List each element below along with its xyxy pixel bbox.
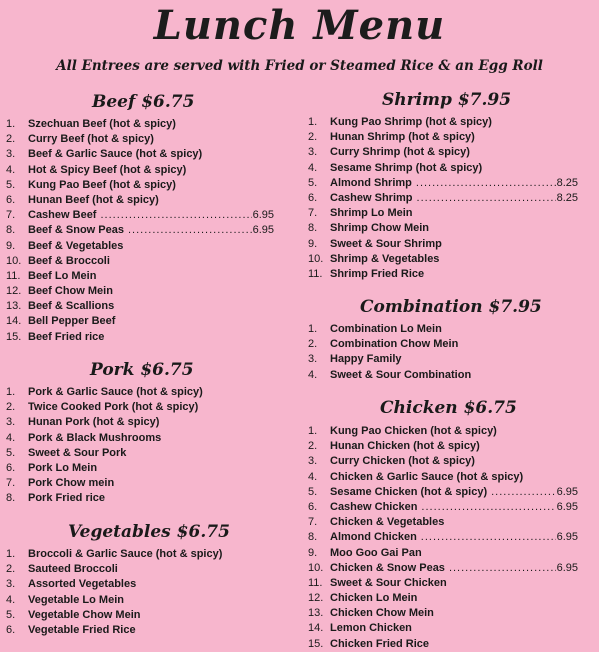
shrimp-section [308, 90, 578, 282]
item-price: 6.95 [556, 485, 578, 498]
item-number: 4. [308, 470, 318, 483]
item-name: Shrimp & Vegetables [330, 252, 440, 265]
item-number: 14. [6, 315, 22, 328]
menu-item [308, 337, 578, 352]
menu-item [6, 547, 274, 562]
item-number: 5. [6, 608, 16, 621]
menu-item [6, 132, 274, 147]
menu-item [308, 221, 578, 236]
menu-item [6, 193, 274, 208]
item-number: 8. [308, 222, 318, 235]
item-name: Pork & Black Mushrooms [28, 431, 162, 444]
menu-item [308, 115, 578, 130]
item-name: Twice Cooked Pork (hot & spicy) [28, 401, 199, 414]
dot-leader [421, 530, 556, 545]
item-name: Hunan Beef (hot & spicy) [28, 193, 159, 206]
item-number: 2. [308, 338, 318, 351]
item-name: Sauteed Broccoli [28, 563, 118, 576]
item-name: Vegetable Chow Mein [28, 608, 141, 621]
item-name: Happy Family [330, 353, 402, 366]
item-number: 11. [308, 576, 323, 589]
menu-item [6, 269, 274, 284]
menu-item [6, 415, 274, 430]
menu-title: Lunch Menu [153, 2, 446, 49]
section-heading: Pork $6.75 [90, 360, 194, 380]
item-number: 3. [308, 353, 318, 366]
item-name: Beef & Vegetables [28, 239, 124, 252]
item-name: Sesame Chicken (hot & spicy) [330, 485, 488, 498]
section-heading: Beef $6.75 [92, 92, 195, 112]
item-number: 10. [308, 561, 324, 574]
item-name: Assorted Vegetables [28, 578, 137, 591]
item-name: Pork Fried rice [28, 492, 106, 505]
item-name: Pork & Garlic Sauce (hot & spicy) [28, 386, 203, 398]
menu-item [6, 608, 274, 623]
menu-item [6, 208, 274, 223]
item-number: 8. [6, 224, 16, 237]
dot-leader [416, 176, 556, 191]
section-heading: Chicken $6.75 [380, 398, 517, 418]
item-name: Lemon Chicken [330, 622, 412, 635]
menu-item [6, 284, 274, 299]
item-name: Cashew Shrimp [330, 191, 413, 204]
item-name: Szechuan Beef (hot & spicy) [28, 118, 176, 130]
item-name: Kung Pao Chicken (hot & spicy) [330, 425, 497, 437]
menu-item [308, 576, 578, 591]
menu-item [308, 237, 578, 252]
item-number: 2. [308, 131, 318, 144]
item-price: 6.95 [556, 500, 578, 513]
menu-item [6, 562, 274, 577]
item-name: Vegetable Lo Mein [28, 593, 124, 606]
menu-item [308, 252, 578, 267]
item-name: Beef & Snow Peas [28, 224, 124, 237]
menu-item [308, 500, 578, 515]
menu-item [308, 161, 578, 176]
menu-item [308, 515, 578, 530]
menu-item [308, 485, 578, 500]
item-number: 4. [308, 161, 318, 174]
item-name: Vegetable Fried Rice [28, 623, 136, 636]
menu-item [6, 314, 274, 329]
item-name: Cashew Beef [28, 209, 97, 222]
item-name: Hot & Spicy Beef (hot & spicy) [28, 163, 187, 176]
item-name: Hunan Shrimp (hot & spicy) [330, 131, 475, 144]
item-number: 4. [6, 431, 16, 444]
menu-item [308, 439, 578, 454]
item-number: 11. [6, 269, 21, 282]
combination-section [308, 297, 578, 383]
menu-item [308, 591, 578, 606]
item-number: 13. [308, 607, 324, 620]
dot-leader [417, 191, 556, 206]
item-name: Bell Pepper Beef [28, 315, 116, 328]
menu-item [6, 330, 274, 345]
item-name: Sesame Shrimp (hot & spicy) [330, 161, 483, 174]
menu-item [308, 145, 578, 160]
menu-item [308, 546, 578, 561]
item-number: 6. [308, 191, 318, 204]
item-name: Cashew Chicken [330, 500, 418, 513]
menu-item [6, 476, 274, 491]
menu-item [6, 446, 274, 461]
menu-item [6, 400, 274, 415]
item-price: 6.95 [556, 561, 578, 574]
item-number: 6. [6, 623, 16, 636]
pork-section [6, 360, 274, 507]
item-name: Chicken Fried Rice [330, 637, 430, 650]
item-name: Almond Shrimp [330, 176, 412, 189]
item-number: 1. [308, 323, 318, 335]
item-number: 1. [6, 118, 16, 130]
item-number: 3. [6, 148, 16, 161]
item-name: Moo Goo Gai Pan [330, 546, 422, 559]
section-heading: Shrimp $7.95 [382, 90, 512, 110]
item-name: Pork Chow mein [28, 477, 115, 490]
item-number: 1. [308, 116, 318, 128]
menu-item [6, 239, 274, 254]
item-number: 15. [6, 330, 22, 343]
item-name: Beef Lo Mein [28, 269, 97, 282]
menu-item [6, 117, 274, 132]
item-number: 9. [308, 546, 318, 559]
item-number: 15. [308, 637, 324, 650]
menu-list [6, 117, 274, 345]
item-number: 9. [6, 239, 16, 252]
item-number: 5. [6, 446, 16, 459]
item-name: Combination Lo Mein [330, 323, 442, 335]
item-name: Chicken Lo Mein [330, 592, 418, 605]
menu-item [308, 368, 578, 383]
item-number: 11. [308, 267, 323, 280]
item-name: Pork Lo Mein [28, 461, 98, 474]
menu-item [6, 254, 274, 269]
section-heading: Vegetables $6.75 [68, 522, 230, 542]
menu-item [6, 223, 274, 238]
menu-item [308, 267, 578, 282]
item-name: Shrimp Chow Mein [330, 222, 429, 235]
beef-section [6, 92, 274, 345]
item-name: Sweet & Sour Combination [330, 368, 472, 381]
item-number: 1. [6, 386, 16, 398]
item-number: 6. [6, 461, 16, 474]
menu-item [308, 561, 578, 576]
item-number: 2. [6, 133, 16, 146]
menu-item [6, 385, 274, 400]
menu-item [6, 147, 274, 162]
menu-item [6, 577, 274, 592]
menu-item [6, 431, 274, 446]
item-name: Kung Pao Shrimp (hot & spicy) [330, 116, 492, 128]
item-number: 12. [308, 592, 324, 605]
section-heading: Combination $7.95 [360, 297, 542, 317]
chicken-section [308, 398, 578, 652]
item-number: 1. [6, 548, 16, 560]
menu-list [308, 424, 578, 652]
menu-item [6, 491, 274, 506]
item-number: 7. [6, 209, 16, 222]
item-number: 4. [6, 163, 16, 176]
item-name: Sweet & Sour Pork [28, 446, 127, 459]
dot-leader [128, 223, 252, 238]
item-name: Kung Pao Beef (hot & spicy) [28, 178, 176, 191]
menu-subtitle: All Entrees are served with Fried or Steamed Rice & an Egg Roll [56, 58, 543, 74]
item-number: 8. [6, 492, 16, 505]
item-number: 3. [308, 455, 318, 468]
item-number: 4. [6, 593, 16, 606]
menu-list [6, 385, 274, 507]
menu-item [308, 191, 578, 206]
menu-item [6, 593, 274, 608]
menu-item [6, 299, 274, 314]
menu-item [308, 424, 578, 439]
item-number: 6. [6, 193, 16, 206]
item-name: Curry Shrimp (hot & spicy) [330, 146, 470, 159]
item-number: 4. [308, 368, 318, 381]
item-number: 7. [308, 207, 318, 220]
item-number: 10. [6, 254, 22, 267]
menu-item [308, 530, 578, 545]
item-price: 8.25 [556, 191, 578, 204]
dot-leader [100, 208, 251, 223]
dot-leader [449, 561, 556, 576]
menu-item [6, 163, 274, 178]
menu-list [308, 322, 578, 383]
item-name: Beef Chow Mein [28, 285, 113, 298]
menu-item [308, 621, 578, 636]
item-name: Shrimp Fried Rice [330, 267, 425, 280]
item-number: 7. [6, 477, 16, 490]
dot-leader [421, 500, 555, 515]
item-name: Chicken & Vegetables [330, 516, 445, 529]
item-name: Sweet & Sour Shrimp [330, 237, 442, 250]
item-number: 7. [308, 516, 318, 529]
item-number: 14. [308, 622, 324, 635]
item-name: Hunan Pork (hot & spicy) [28, 416, 160, 429]
item-number: 3. [6, 416, 16, 429]
item-number: 2. [6, 401, 16, 414]
item-number: 2. [308, 440, 318, 453]
item-name: Almond Chicken [330, 531, 417, 544]
menu-item [6, 623, 274, 638]
item-name: Beef & Scallions [28, 300, 115, 313]
menu-item [6, 461, 274, 476]
item-name: Beef & Broccoli [28, 254, 110, 267]
menu-list [308, 115, 578, 282]
menu-item [308, 176, 578, 191]
item-name: Combination Chow Mein [330, 338, 459, 351]
item-number: 2. [6, 563, 16, 576]
item-price: 6.95 [252, 224, 274, 237]
menu-list [6, 547, 274, 638]
item-number: 9. [308, 237, 318, 250]
menu-item [308, 606, 578, 621]
item-price: 8.25 [556, 176, 578, 189]
item-name: Shrimp Lo Mein [330, 207, 413, 220]
item-name: Beef Fried rice [28, 330, 105, 343]
menu-item [308, 206, 578, 221]
menu-item [308, 470, 578, 485]
item-number: 10. [308, 252, 324, 265]
item-number: 1. [308, 425, 318, 437]
item-name: Chicken & Snow Peas [330, 561, 445, 574]
vegetables-section [6, 522, 274, 638]
item-name: Sweet & Sour Chicken [330, 576, 447, 589]
item-name: Curry Chicken (hot & spicy) [330, 455, 475, 468]
menu-item [308, 322, 578, 337]
item-number: 13. [6, 300, 22, 313]
item-name: Hunan Chicken (hot & spicy) [330, 440, 480, 453]
menu-item [308, 454, 578, 469]
item-number: 8. [308, 531, 318, 544]
menu-item [308, 130, 578, 145]
item-number: 5. [6, 178, 16, 191]
item-name: Beef & Garlic Sauce (hot & spicy) [28, 148, 203, 161]
item-name: Chicken & Garlic Sauce (hot & spicy) [330, 470, 524, 483]
item-price: 6.95 [556, 531, 578, 544]
item-name: Broccoli & Garlic Sauce (hot & spicy) [28, 548, 223, 560]
item-number: 6. [308, 500, 318, 513]
item-name: Curry Beef (hot & spicy) [28, 133, 154, 146]
menu-item [308, 352, 578, 367]
item-name: Chicken Chow Mein [330, 607, 434, 620]
item-number: 5. [308, 176, 318, 189]
item-number: 5. [308, 485, 318, 498]
dot-leader [491, 485, 555, 500]
item-number: 3. [308, 146, 318, 159]
item-number: 12. [6, 285, 22, 298]
item-number: 3. [6, 578, 16, 591]
item-price: 6.95 [252, 209, 274, 222]
menu-item [6, 178, 274, 193]
